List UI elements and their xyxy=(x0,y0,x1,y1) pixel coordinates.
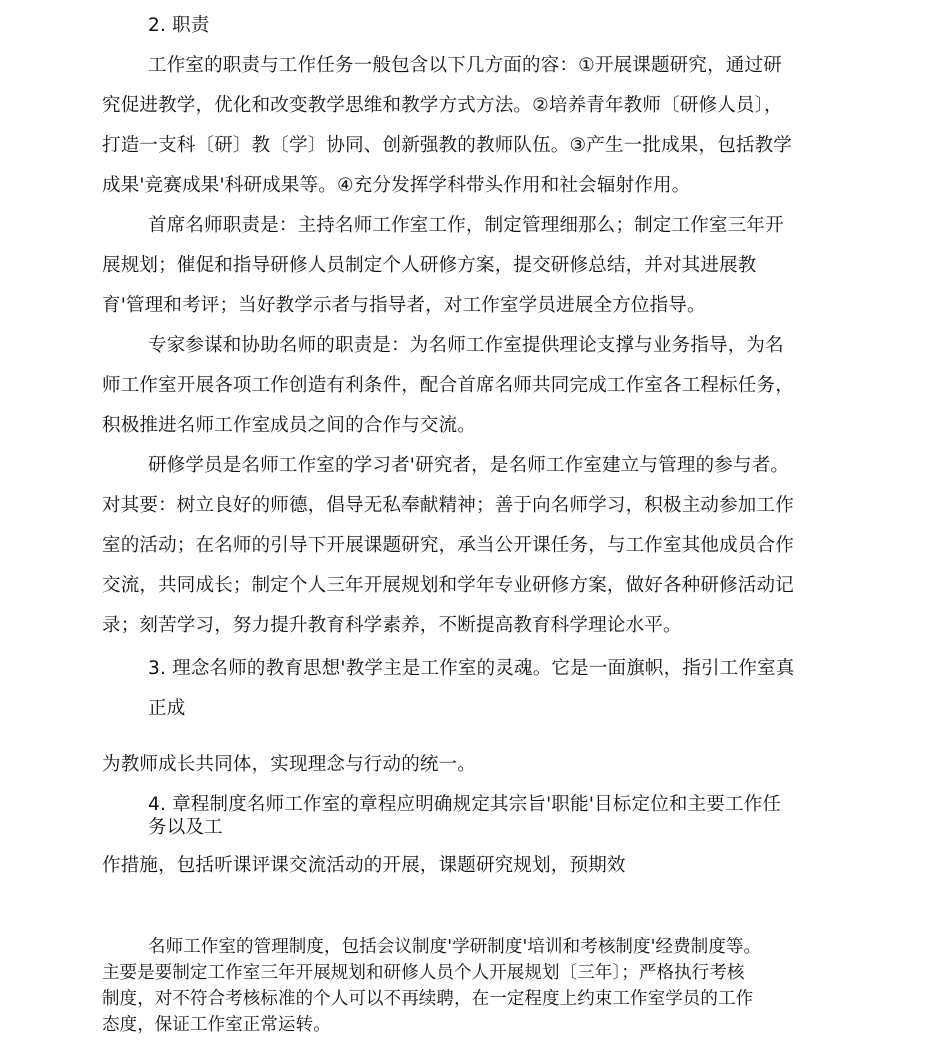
text-line: 3. 理念名师的教育思想'教学主是工作室的灵魂。它是一面旗帜，指引工作室真 xyxy=(148,658,795,679)
text-line: 主要是要制定工作室三年开展规划和研修人员个人开展规划〔三年〕；严格执行考核 xyxy=(102,963,745,983)
text-line: 究促进教学，优化和改变教学思维和教学方式方法。②培养青年教师〔研修人员〕， xyxy=(102,95,783,116)
text-line: 室的活动；在名师的引导下开展课题研究，承当公开课任务，与工作室其他成员合作 xyxy=(102,535,794,556)
text-line: 交流，共同成长；制定个人三年开展规划和学年专业研修方案，做好各种研修活动记 xyxy=(102,575,794,596)
text-line: 师工作室开展各项工作创造有利条件，配合首席名师共同完成工作室各工程标任务， xyxy=(102,375,794,396)
text-line: 工作室的职责与工作任务一般包含以下几方面的容：①开展课题研究，通过研 xyxy=(148,55,782,76)
text-line: 首席名师职责是：主持名师工作室工作，制定管理细那么；制定工作室三年开 xyxy=(148,215,784,236)
text-line: 态度，保证工作室正常运转。 xyxy=(102,1015,331,1035)
text-line: 正成 xyxy=(148,698,186,719)
text-line: 研修学员是名师工作室的学习者'研究者，是名师工作室建立与管理的参与者。 xyxy=(148,455,790,476)
text-line: 对其要：树立良好的师德，倡导无私奉献精神；善于向名师学习，积极主动参加工作 xyxy=(102,495,794,516)
text-line: 为教师成长共同体，实现理念与行动的统一。 xyxy=(102,754,477,775)
text-line: 展规划；催促和指导研修人员制定个人研修方案，提交研修总结，并对其进展教 xyxy=(102,255,757,276)
text-line: 作措施，包括听课评课交流活动的开展，课题研究规划，预期效 xyxy=(102,855,626,876)
text-line: 打造一支科〔研〕教〔学〕协同、创新强教的教师队伍。③产生一批成果，包括教学 xyxy=(102,135,792,156)
text-line: 制度，对不符合考核标准的个人可以不再续聘，在一定程度上约束工作室学员的工作 xyxy=(102,989,754,1009)
text-line: 积极推进名师工作室成员之间的合作与交流。 xyxy=(102,415,477,436)
text-line: 务以及工 xyxy=(148,817,223,838)
text-line: 录；刻苦学习，努力提升教育科学素养，不断提高教育科学理论水平。 xyxy=(102,615,682,636)
text-line: 育'管理和考评；当好教学示者与指导者，对工作室学员进展全方位指导。 xyxy=(102,295,706,316)
text-line: 4. 章程制度名师工作室的章程应明确规定其宗旨'职能'目标定位和主要工作任 xyxy=(148,794,782,815)
text-line: 成果'竞赛成果'科研成果等。④充分发挥学科带头作用和社会辐射作用。 xyxy=(102,175,691,196)
text-line: 专家参谋和协助名师的职责是：为名师工作室提供理论支撑与业务指导，为名 xyxy=(148,335,784,356)
text-line: 名师工作室的管理制度，包括会议制度'学研制度'培训和考核制度'经费制度等。 xyxy=(148,937,762,957)
section-heading-duties: 2. 职责 xyxy=(148,15,210,36)
